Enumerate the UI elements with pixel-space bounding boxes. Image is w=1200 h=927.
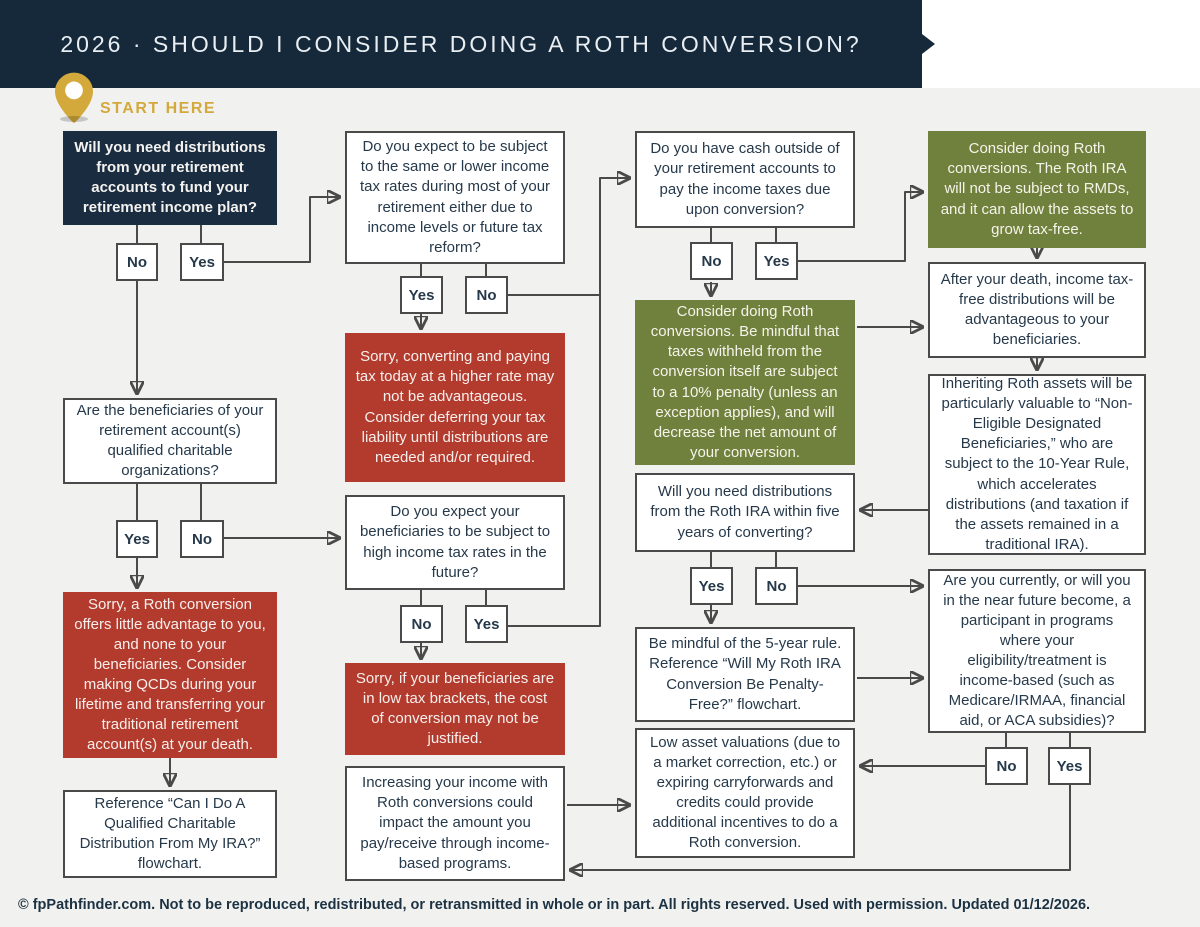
question-charitable-beneficiaries: Are the beneficiaries of your retirement account(s) qualified charitable organizations? [63, 398, 277, 484]
recommendation-withholding-penalty: Consider doing Roth conversions. Be mindful that taxes withheld from the conversion itself are subject to a 10% penalty (unless an exception applies), and will decrease the net amount of your conversion. [635, 300, 855, 465]
info-low-valuations: Low asset valuations (due to a market correction, etc.) or expiring carryforwards and credits could provide additional incentives to do a Roth conversion. [635, 728, 855, 858]
answer-yes-income-programs: Yes [1048, 747, 1091, 785]
recommendation-no-rmds: Consider doing Roth conversions. The Roth IRA will not be subject to RMDs, and it can allow the assets to grow tax-free. [928, 131, 1146, 248]
start-here-label: START HERE [100, 100, 217, 117]
info-inheriting-roth: Inheriting Roth assets will be particularly valuable to “Non-Eligible Designated Beneficiaries,” who are subject to the 10-Year Rule, which accelerates distributions (and taxation if the assets remained in a traditional IRA). [928, 374, 1146, 555]
warning-low-brackets: Sorry, if your beneficiaries are in low tax brackets, the cost of conversion may not be justified. [345, 663, 565, 755]
info-five-year-rule: Be mindful of the 5-year rule. Reference “Will My Roth IRA Conversion Be Penalty-Free?” flowchart. [635, 627, 855, 722]
question-same-lower-tax-rates: Do you expect to be subject to the same or lower income tax rates during most of your retirement either due to income levels or future tax reform? [345, 131, 565, 264]
title-bar [0, 0, 922, 88]
answer-no-charitable: No [180, 520, 224, 558]
answer-no-tax-rates: No [465, 276, 508, 314]
reference-qcd-flowchart: Reference “Can I Do A Qualified Charitable Distribution From My IRA?” flowchart. [63, 790, 277, 878]
warning-qcd-advantage: Sorry, a Roth conversion offers little advantage to you, and none to your beneficiaries. Consider making QCDs during your lifetime and transferring your traditional retirement account(s) at your death. [63, 592, 277, 758]
answer-no-cash-outside: No [690, 242, 733, 280]
info-income-programs-impact: Increasing your income with Roth conversions could impact the amount you pay/receive through income-based programs. [345, 766, 565, 881]
answer-yes-charitable: Yes [116, 520, 158, 558]
question-cash-outside: Do you have cash outside of your retirement accounts to pay the income taxes due upon conversion? [635, 131, 855, 228]
answer-yes-five-years: Yes [690, 567, 733, 605]
answer-no-five-years: No [755, 567, 798, 605]
info-after-death: After your death, income tax-free distributions will be advantageous to your beneficiaries. [928, 262, 1146, 358]
answer-no-need-distributions: No [116, 243, 158, 281]
answer-yes-need-distributions: Yes [180, 243, 224, 281]
question-need-distributions: Will you need distributions from your retirement accounts to fund your retirement income plan? [63, 131, 277, 225]
warning-higher-rate: Sorry, converting and paying tax today at a higher rate may not be advantageous. Consider deferring your tax liability until distributions are needed and/or required. [345, 333, 565, 482]
answer-yes-tax-rates: Yes [400, 276, 443, 314]
question-five-years: Will you need distributions from the Roth IRA within five years of converting? [635, 473, 855, 552]
question-beneficiary-tax-rates: Do you expect your beneficiaries to be subject to high income tax rates in the future? [345, 495, 565, 590]
map-pin-shadow [60, 116, 88, 122]
page-title: 2026 · SHOULD I CONSIDER DOING A ROTH CONVERSION? [60, 30, 862, 57]
question-income-based-programs: Are you currently, or will you in the near future become, a participant in programs where your eligibility/treatment is income-based (such as Medicare/IRMAA, financial aid, or ACA subsidies)? [928, 569, 1146, 733]
answer-no-income-programs: No [985, 747, 1028, 785]
title-bar-arrow-icon [922, 34, 935, 54]
copyright-footer [0, 888, 1200, 921]
answer-yes-cash-outside: Yes [755, 242, 798, 280]
copyright-text: © fpPathfinder.com. Not to be reproduced, redistributed, or retransmitted in whole or in part. All rights reserved. Used with permission. Updated 01/12/2026. [18, 896, 1091, 913]
answer-no-beneficiary-rates: No [400, 605, 443, 643]
answer-yes-beneficiary-rates: Yes [465, 605, 508, 643]
